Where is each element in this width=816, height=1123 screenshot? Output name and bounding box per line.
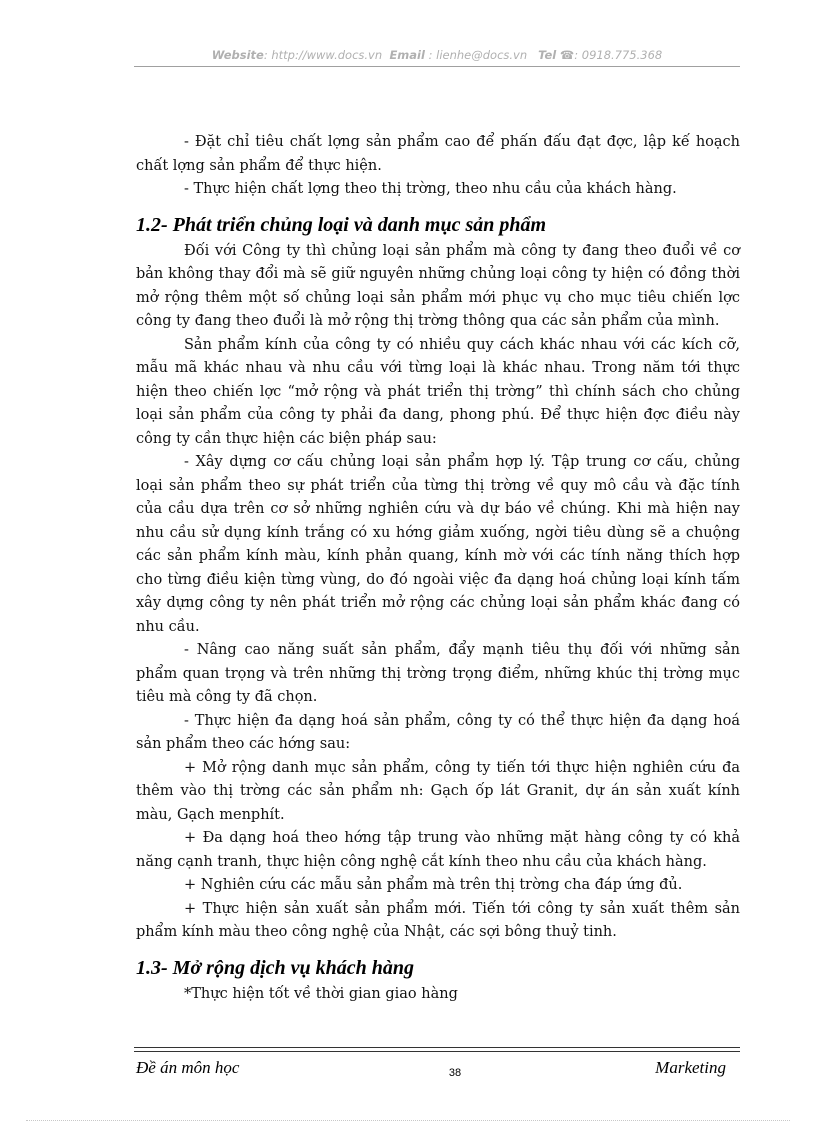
paragraph: - Thực hiện đa dạng hoá sản phẩm, công ty có thể thực hiện đa dạng hoá sản phẩm theo các hớng sau: (136, 712, 740, 752)
paragraph: + Thực hiện sản xuất sản phẩm mới. Tiến tới công ty sản xuất thêm sản phẩm kính màu theo công nghệ của Nhật, các sợi bông thuỷ tinh. (136, 900, 740, 940)
section-heading: 1.2- Phát triển chủng loại và danh mục sản phẩm (136, 213, 547, 236)
paragraph: - Thực hiện chất lợng theo thị trờng, theo nhu cầu của khách hàng. (184, 181, 677, 197)
tel-value: : 0918.775.368 (574, 48, 663, 62)
footer-divider (134, 1051, 740, 1052)
page-header (134, 48, 740, 62)
paragraph: - Nâng cao năng suất sản phẩm, đẩy mạnh tiêu thụ đối với những sản phẩm quan trọng và trên những thị trờng trọng điểm, những khúc thị trờng mục tiêu mà công ty đã chọn. (136, 642, 740, 705)
paragraph: + Mở rộng danh mục sản phẩm, công ty tiến tới thực hiện nghiên cứu đa thêm vào thị trờng các sản phẩm nh: Gạch ốp lát Granit, dự án sản xuất kính màu, Gạch menphít. (136, 759, 740, 823)
tel-label: Tel (538, 48, 557, 62)
page-bottom-border (26, 1120, 790, 1121)
paragraph: - Đặt chỉ tiêu chất lợng sản phẩm cao để phấn đấu đạt đợc, lập kế hoạch chất lợng sản phẩm để thực hiện. (136, 134, 740, 174)
section-heading: 1.3- Mở rộng dịch vụ khách hàng (136, 956, 415, 979)
paragraph: + Đa dạng hoá theo hớng tập trung vào những mặt hàng công ty có khả năng cạnh tranh, thực hiện công nghệ cắt kính theo nhu cầu của khách hàng. (136, 830, 740, 870)
email-value: : lienhe@docs.vn (428, 48, 528, 62)
website-label: Website (211, 48, 264, 62)
paragraph: - Xây dựng cơ cấu chủng loại sản phẩm hợp lý. Tập trung cơ cấu, chủng loại sản phẩm theo sự phát triển của từng thị trờng về quy mô cầu và đặc tính của cầu dựa trên cơ sở những nghiên cứu và dự báo về chúng. Khi mà hiện nay nhu cầu sử dụng kính trắng có xu hớng giảm xuống, ngời tiêu dùng sẽ a chuộng các sản phẩm kính màu, kính phản quang, kính mờ với các tính năng thích hợp cho từng điều kiện từng vùng, do đó ngoài việc đa dạng hoá chủng loại kính tấm xây dựng công ty nên phát triển mở rộng các chủng loại sản phẩm khác đang có nhu cầu. (136, 454, 740, 635)
paragraph: + Nghiên cứu các mẫu sản phẩm mà trên thị trờng cha đáp ứng đủ. (184, 877, 683, 893)
footer-subject: Marketing (655, 1058, 726, 1077)
paragraph: Đối với Công ty thì chủng loại sản phẩm mà công ty đang theo đuổi về cơ bản không thay đổi mà sẽ giữ nguyên những chủng loại công ty hiện có đồng thời mở rộng thêm một số chủng loại sản phẩm mới phục vụ cho mục tiêu chiến lợc công ty đang theo đuổi là mở rộng thị trờng thông qua các sản phẩm của mình. (136, 242, 740, 329)
header-divider (134, 66, 740, 67)
page-body (136, 131, 740, 1006)
footer-course-title: Đề án môn học (136, 1058, 240, 1077)
email-label: Email (389, 48, 425, 62)
page-number: 38 (448, 1067, 462, 1079)
footer-divider (134, 1047, 740, 1048)
phone-icon: ☎ (559, 48, 575, 62)
paragraph: *Thực hiện tốt về thời gian giao hàng (184, 985, 458, 1002)
website-value: : http://www.docs.vn (263, 48, 383, 62)
paragraph: Sản phẩm kính của công ty có nhiều quy cách khác nhau với các kích cỡ, mẫu mã khác nhau và nhu cầu với từng loại là khác nhau. Trong năm tới thực hiện theo chiến lợc “mở rộng và phát triển thị trờng” thì chính sách cho chủng loại sản phẩm của công ty phải đa dang, phong phú. Để thực hiện đợc điều này công ty cần thực hiện các biện pháp sau: (136, 336, 740, 447)
